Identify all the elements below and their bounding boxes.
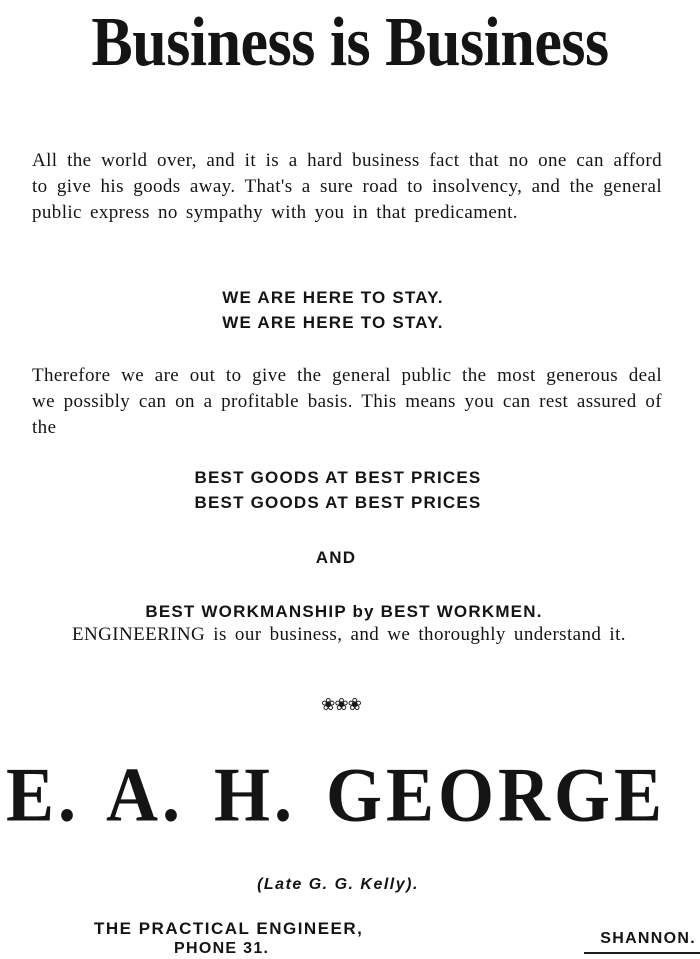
workmanship-line: BEST WORKMANSHIP by BEST WORKMEN.: [145, 602, 543, 621]
offer-line-2: BEST GOODS AT BEST PRICES: [194, 493, 482, 512]
intro-paragraph: All the world over, and it is a hard business fact that no one can afford to give his goods away. That's a sure road to insolvency, and the general public express no sympathy with you in that predicament.: [32, 150, 662, 223]
trade-title: THE PRACTICAL ENGINEER,: [94, 919, 364, 938]
offer-line-1: BEST GOODS AT BEST PRICES: [194, 468, 482, 487]
slogan-line-1: WE ARE HERE TO STAY.: [222, 288, 444, 307]
conjunction-and: AND: [315, 548, 357, 567]
slogan-line-2: WE ARE HERE TO STAY.: [222, 313, 444, 332]
bottom-rule: [584, 952, 700, 954]
engineering-paragraph: ENGINEERING is our business, and we thoroughly understand it.: [72, 624, 626, 645]
predecessor-note: (Late G. G. Kelly).: [257, 876, 419, 893]
flower-ornament-icon: ❀❀❀: [321, 695, 361, 715]
phone-number: PHONE 31.: [174, 940, 270, 957]
offer-paragraph: Therefore we are out to give the general public the most generous deal we possibly can on a profitable basis. This means you can rest assured of the: [32, 365, 662, 438]
town-name: SHANNON.: [600, 930, 696, 947]
headline: Business is Business: [91, 4, 609, 81]
proprietor-name: E. A. H. GEORGE: [5, 751, 667, 838]
